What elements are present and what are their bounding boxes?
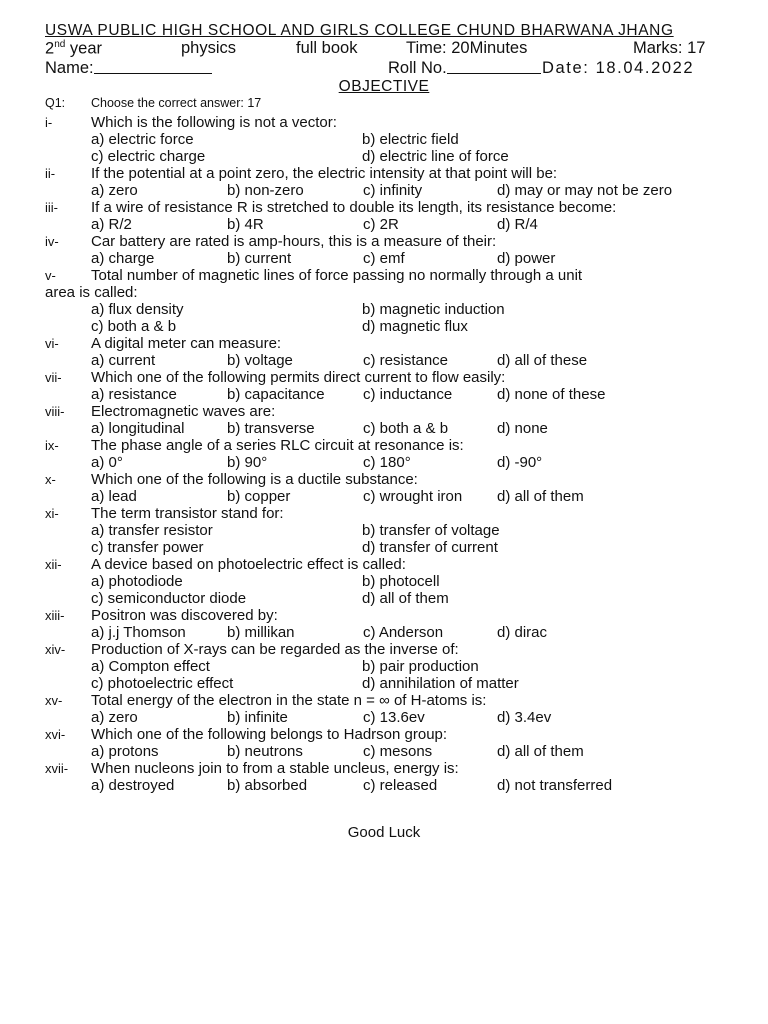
answer-option: c) both a & b bbox=[91, 318, 177, 335]
question-text: Which is the following is not a vector: bbox=[91, 114, 337, 131]
question-row bbox=[0, 199, 768, 216]
options-row bbox=[0, 743, 768, 760]
syllabus-scope: full book bbox=[296, 39, 358, 57]
options-row bbox=[0, 131, 768, 148]
question-row bbox=[0, 233, 768, 250]
answer-option: b) 4R bbox=[227, 216, 264, 233]
answer-option: d) dirac bbox=[497, 624, 548, 641]
question-text: Total number of magnetic lines of force passing no normally through a unit bbox=[91, 267, 583, 284]
answer-option: a) zero bbox=[91, 182, 138, 199]
answer-option: b) current bbox=[227, 250, 292, 267]
answer-option: b) millikan bbox=[227, 624, 295, 641]
question-text: Car battery are rated is amp-hours, this is a measure of their: bbox=[91, 233, 497, 250]
answer-option: c) wrought iron bbox=[363, 488, 463, 505]
options-row bbox=[0, 301, 768, 318]
answer-option: c) Anderson bbox=[363, 624, 444, 641]
question-number: vii- bbox=[45, 370, 62, 385]
answer-option: d) not transferred bbox=[497, 777, 613, 794]
question-number: xii- bbox=[45, 557, 62, 572]
year-number: 2 bbox=[45, 39, 55, 58]
answer-option: d) all of them bbox=[497, 743, 584, 760]
answer-option: a) lead bbox=[91, 488, 137, 505]
answer-option: d) may or may not be zero bbox=[497, 182, 673, 199]
question-row bbox=[0, 114, 768, 131]
answer-option: b) transfer of voltage bbox=[362, 522, 500, 539]
answer-option: b) transverse bbox=[227, 420, 315, 437]
answer-option: a) current bbox=[91, 352, 156, 369]
answer-option: a) j.j Thomson bbox=[91, 624, 186, 641]
question-number: xiv- bbox=[45, 642, 66, 657]
question-text: Which one of the following belongs to Hadrson group: bbox=[91, 726, 448, 743]
question-row bbox=[0, 760, 768, 777]
answer-option: a) protons bbox=[91, 743, 159, 760]
options-row bbox=[0, 777, 768, 794]
answer-option: a) charge bbox=[91, 250, 155, 267]
answer-option: c) photoelectric effect bbox=[91, 675, 234, 692]
closing-note: Good Luck bbox=[347, 824, 421, 841]
question-row bbox=[0, 403, 768, 420]
answer-option: a) resistance bbox=[91, 386, 177, 403]
answer-option: d) 3.4ev bbox=[497, 709, 552, 726]
answer-option: c) released bbox=[363, 777, 438, 794]
options-row bbox=[0, 386, 768, 403]
question-row bbox=[0, 437, 768, 454]
question-row bbox=[0, 165, 768, 182]
question-text: If a wire of resistance R is stretched to double its length, its resistance become: bbox=[91, 199, 617, 216]
answer-option: a) photodiode bbox=[91, 573, 183, 590]
answer-option: b) capacitance bbox=[227, 386, 325, 403]
question-row bbox=[0, 267, 768, 284]
question-row bbox=[0, 607, 768, 624]
options-row bbox=[0, 182, 768, 199]
instruction-label: Q1: bbox=[45, 96, 66, 110]
options-row bbox=[0, 216, 768, 233]
answer-option: b) pair production bbox=[362, 658, 479, 675]
answer-option: b) infinite bbox=[227, 709, 288, 726]
answer-option: a) R/2 bbox=[91, 216, 132, 233]
options-row bbox=[0, 675, 768, 692]
question-number: x- bbox=[45, 472, 56, 487]
question-text: If the potential at a point zero, the electric intensity at that point will be: bbox=[91, 165, 558, 182]
answer-option: d) none of these bbox=[497, 386, 606, 403]
answer-option: a) Compton effect bbox=[91, 658, 210, 675]
question-text: A digital meter can measure: bbox=[91, 335, 282, 352]
answer-option: d) transfer of current bbox=[362, 539, 498, 556]
answer-option: c) transfer power bbox=[91, 539, 204, 556]
question-row bbox=[0, 335, 768, 352]
question-text: Which one of the following permits direct current to flow easily: bbox=[91, 369, 506, 386]
answer-option: d) -90° bbox=[497, 454, 543, 471]
answer-option: b) voltage bbox=[227, 352, 293, 369]
answer-option: b) photocell bbox=[362, 573, 440, 590]
question-text: Positron was discovered by: bbox=[91, 607, 278, 624]
question-number: iii- bbox=[45, 200, 58, 215]
year-superscript: nd bbox=[54, 39, 66, 50]
exam-date: Date: 18.04.2022 bbox=[542, 59, 695, 77]
section-title: OBJECTIVE bbox=[338, 78, 430, 95]
question-row bbox=[0, 556, 768, 573]
answer-option: a) 0° bbox=[91, 454, 123, 471]
answer-option: c) both a & b bbox=[363, 420, 449, 437]
question-row bbox=[0, 692, 768, 709]
answer-option: d) none bbox=[497, 420, 548, 437]
answer-option: c) resistance bbox=[363, 352, 449, 369]
answer-option: c) inductance bbox=[363, 386, 453, 403]
options-row bbox=[0, 148, 768, 165]
question-number: ix- bbox=[45, 438, 59, 453]
answer-option: b) non-zero bbox=[227, 182, 304, 199]
question-continuation-row bbox=[0, 284, 768, 301]
answer-option: c) 2R bbox=[363, 216, 399, 233]
options-row bbox=[0, 658, 768, 675]
answer-option: c) infinity bbox=[363, 182, 423, 199]
question-text-continued: area is called: bbox=[45, 284, 138, 301]
options-row bbox=[0, 590, 768, 607]
answer-option: a) electric force bbox=[91, 131, 194, 148]
options-row bbox=[0, 522, 768, 539]
question-text: The term transistor stand for: bbox=[91, 505, 284, 522]
question-text: Production of X-rays can be regarded as the inverse of: bbox=[91, 641, 459, 658]
question-text: Which one of the following is a ductile substance: bbox=[91, 471, 418, 488]
question-number: ii- bbox=[45, 166, 56, 181]
question-row bbox=[0, 471, 768, 488]
answer-option: d) R/4 bbox=[497, 216, 538, 233]
question-number: xiii- bbox=[45, 608, 65, 623]
question-number: i- bbox=[45, 115, 53, 130]
answer-option: a) zero bbox=[91, 709, 138, 726]
total-marks: Marks: 17 bbox=[633, 39, 706, 57]
answer-option: c) semiconductor diode bbox=[91, 590, 247, 607]
options-row bbox=[0, 573, 768, 590]
question-number: xi- bbox=[45, 506, 59, 521]
school-name: USWA PUBLIC HIGH SCHOOL AND GIRLS COLLEGE CHUND BHARWANA JHANG bbox=[45, 22, 674, 39]
options-row bbox=[0, 420, 768, 437]
question-text: A device based on photoelectric effect is called: bbox=[91, 556, 406, 573]
answer-option: d) all of them bbox=[497, 488, 584, 505]
options-row bbox=[0, 488, 768, 505]
answer-option: a) destroyed bbox=[91, 777, 175, 794]
question-number: xvi- bbox=[45, 727, 66, 742]
answer-option: a) transfer resistor bbox=[91, 522, 213, 539]
answer-option: c) electric charge bbox=[91, 148, 206, 165]
answer-option: b) neutrons bbox=[227, 743, 303, 760]
answer-option: b) electric field bbox=[362, 131, 459, 148]
answer-option: c) 180° bbox=[363, 454, 411, 471]
answer-option: d) annihilation of matter bbox=[362, 675, 519, 692]
answer-option: c) 13.6ev bbox=[363, 709, 425, 726]
answer-option: d) all of these bbox=[497, 352, 588, 369]
answer-option: b) absorbed bbox=[227, 777, 308, 794]
answer-option: d) all of them bbox=[362, 590, 449, 607]
answer-option: d) power bbox=[497, 250, 556, 267]
options-row bbox=[0, 352, 768, 369]
answer-option: c) emf bbox=[363, 250, 405, 267]
answer-option: a) longitudinal bbox=[91, 420, 185, 437]
question-text: Total energy of the electron in the state n = ∞ of H-atoms is: bbox=[91, 692, 487, 709]
answer-option: b) copper bbox=[227, 488, 291, 505]
options-row bbox=[0, 318, 768, 335]
question-row bbox=[0, 641, 768, 658]
options-row bbox=[0, 709, 768, 726]
roll-label: Roll No. bbox=[388, 59, 447, 77]
subject: physics bbox=[181, 39, 237, 57]
answer-option: c) mesons bbox=[363, 743, 433, 760]
question-row bbox=[0, 726, 768, 743]
question-number: xv- bbox=[45, 693, 63, 708]
question-row bbox=[0, 505, 768, 522]
options-row bbox=[0, 250, 768, 267]
question-text: Electromagnetic waves are: bbox=[91, 403, 276, 420]
options-row bbox=[0, 539, 768, 556]
question-number: xvii- bbox=[45, 761, 69, 776]
question-row bbox=[0, 369, 768, 386]
question-number: vi- bbox=[45, 336, 59, 351]
year-word: year bbox=[65, 39, 102, 58]
name-label: Name: bbox=[45, 59, 94, 77]
question-number: iv- bbox=[45, 234, 59, 249]
instruction-text: Choose the correct answer: 17 bbox=[91, 96, 262, 110]
time-allowed: Time: 20Minutes bbox=[406, 39, 528, 57]
options-row bbox=[0, 454, 768, 471]
answer-option: b) magnetic induction bbox=[362, 301, 505, 318]
answer-option: d) magnetic flux bbox=[362, 318, 468, 335]
question-number: viii- bbox=[45, 404, 65, 419]
answer-option: a) flux density bbox=[91, 301, 184, 318]
answer-option: b) 90° bbox=[227, 454, 268, 471]
answer-option: d) electric line of force bbox=[362, 148, 509, 165]
question-text: The phase angle of a series RLC circuit at resonance is: bbox=[91, 437, 464, 454]
question-number: v- bbox=[45, 268, 56, 283]
question-text: When nucleons join to from a stable uncleus, energy is: bbox=[91, 760, 459, 777]
options-row bbox=[0, 624, 768, 641]
